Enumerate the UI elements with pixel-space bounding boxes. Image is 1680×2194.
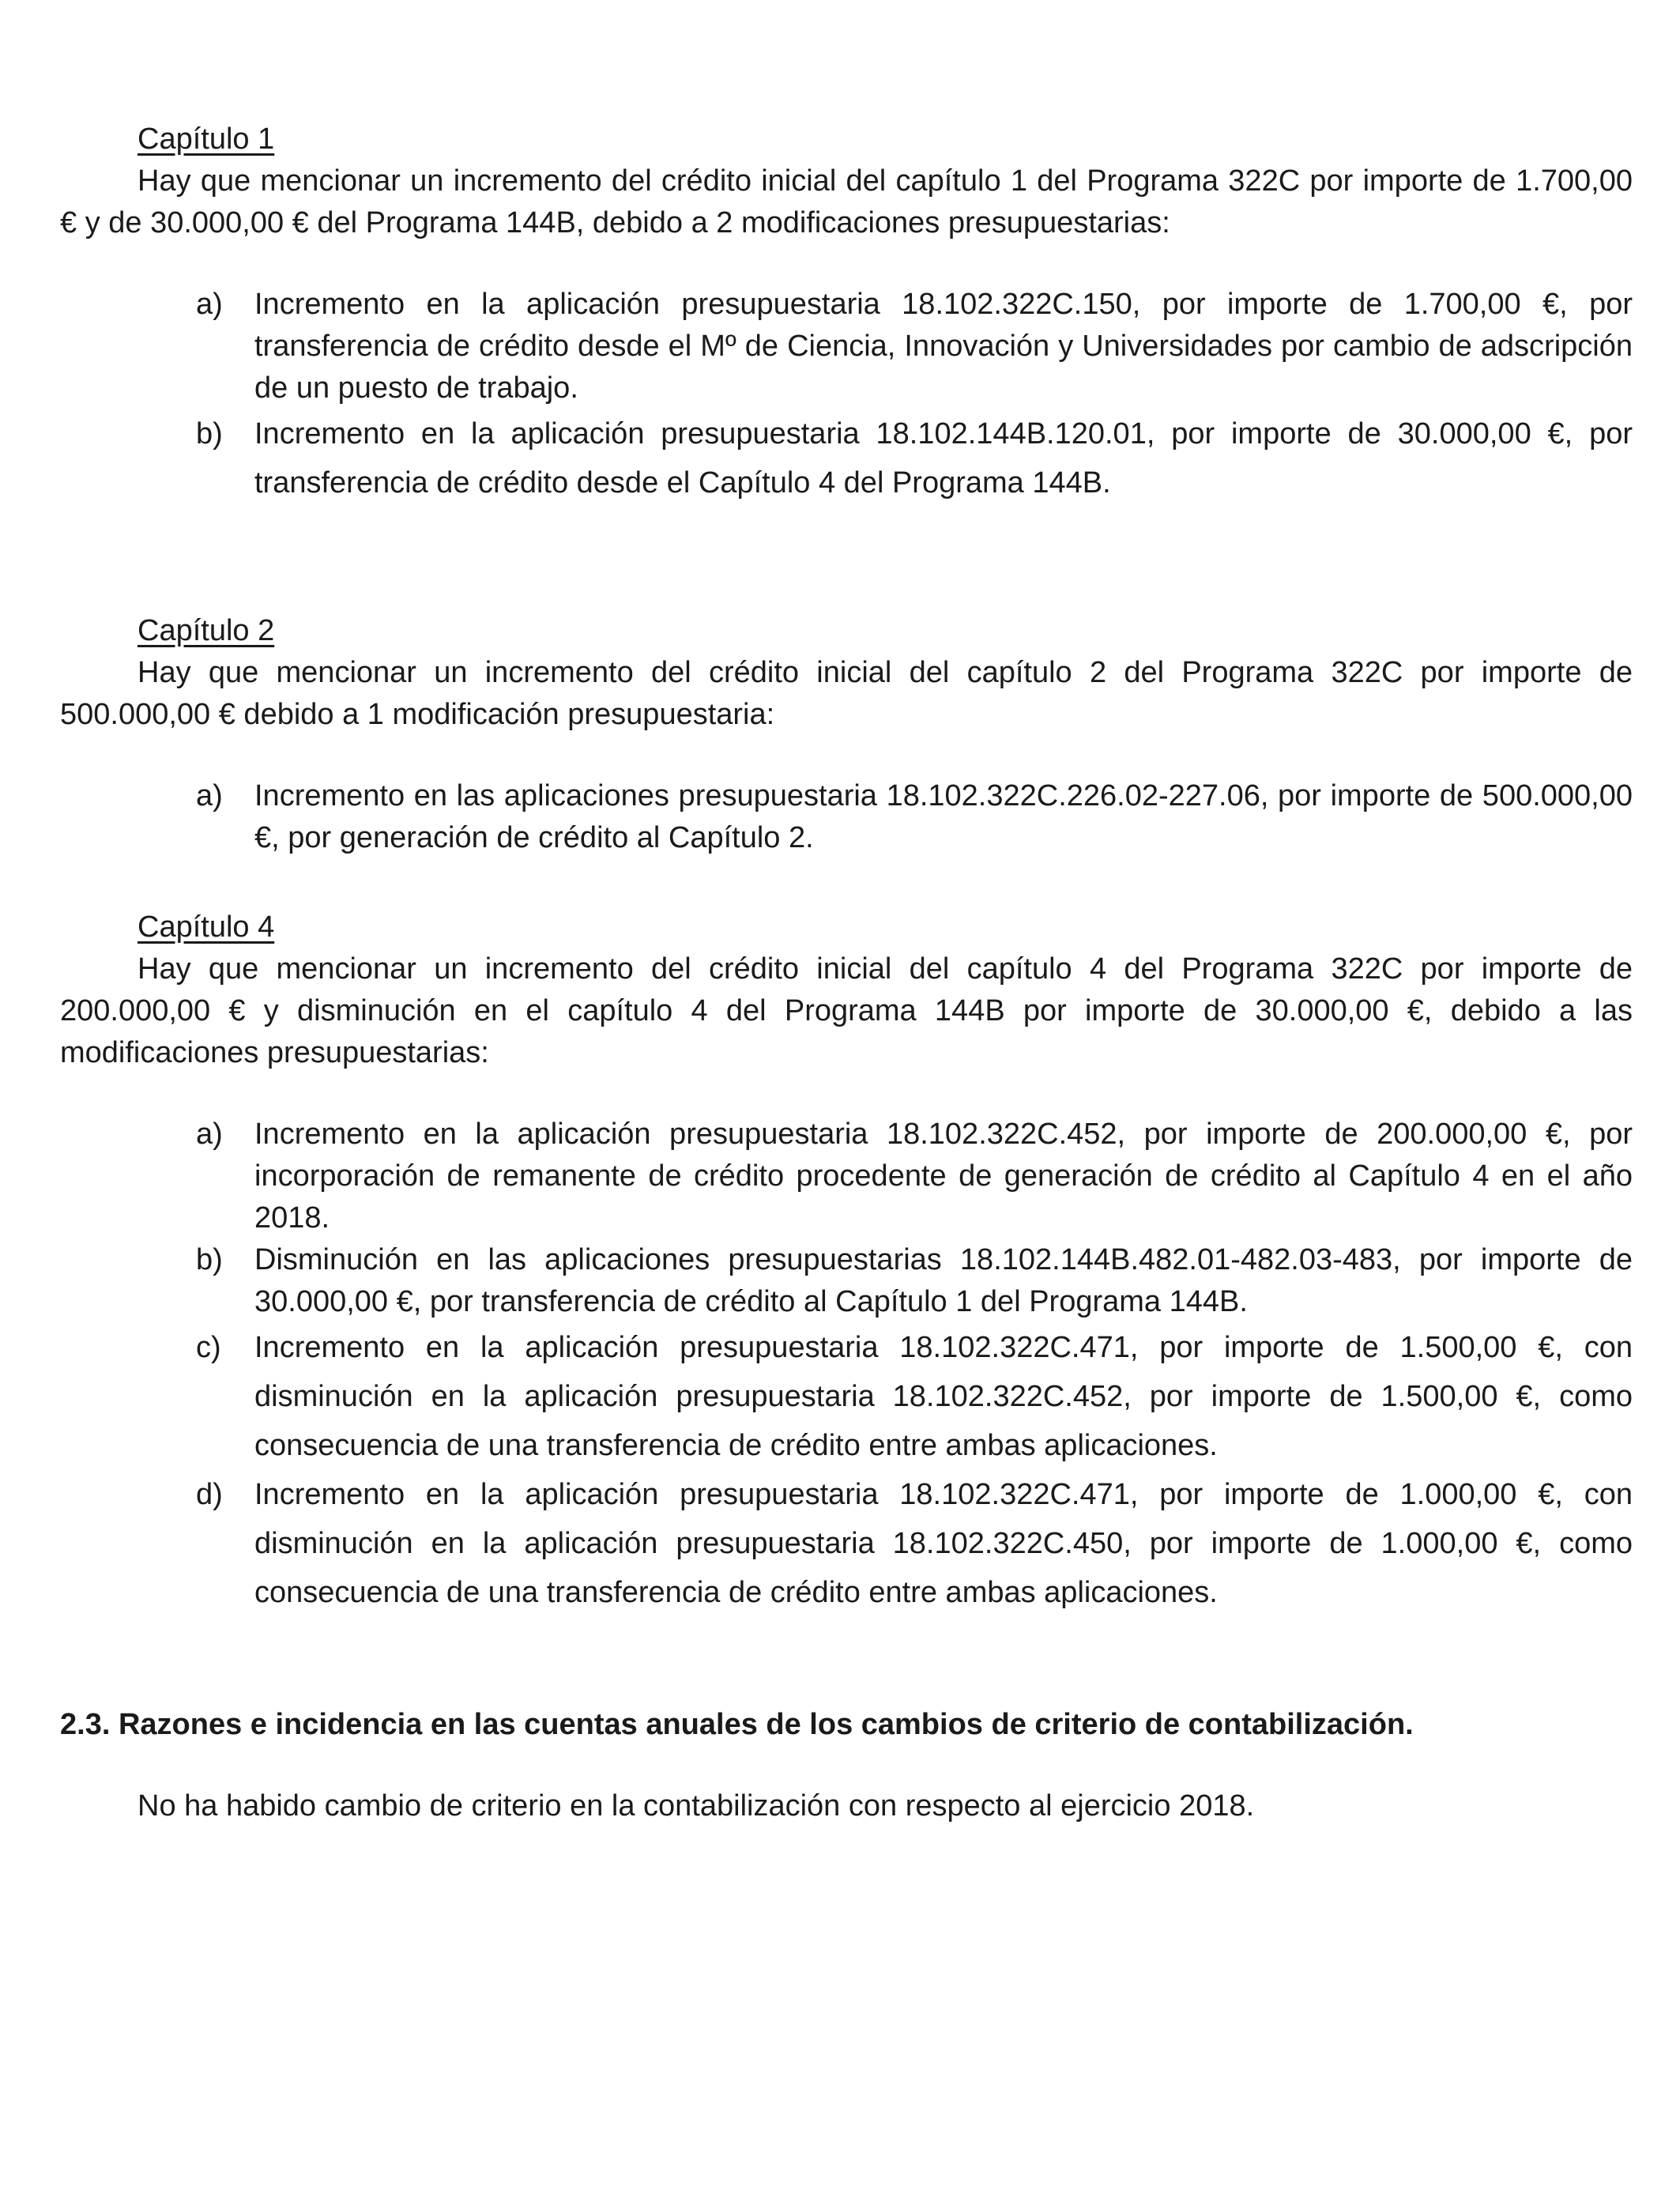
list-item-text: Incremento en la aplicación presupuestaria 18.102.322C.471, por importe de 1.500,00 €, con disminución en la aplicación presupuestaria 18.102.322C.452, por importe de 1.500,00 €, como consecuencia de una transferencia de crédito entre ambas aplicaciones. [254, 1331, 1633, 1462]
list-item [60, 409, 1633, 507]
list-item-text: Incremento en la aplicación presupuestaria 18.102.322C.150, por importe de 1.700,00 €, por transferencia de crédito desde el Mº de Ciencia, Innovación y Universidades por cambio de adscripción de un puesto de trabajo. [254, 288, 1633, 405]
list-marker: c) [196, 1331, 221, 1364]
list-marker: a) [196, 288, 223, 321]
list-marker: b) [196, 1243, 223, 1276]
chapter-4-title: Capítulo 4 [137, 910, 275, 944]
list-item [60, 1239, 1633, 1323]
chapter-4-intro: Hay que mencionar un incremento del crédito inicial del capítulo 4 del Programa 322C por importe de 200.000,00 € y disminución en el capítulo 4 del Programa 144B por importe de 30.000,00 €, debido a las modificaciones presupuestarias: [60, 952, 1633, 1069]
chapter-1-intro: Hay que mencionar un incremento del crédito inicial del capítulo 1 del Programa 322C por importe de 1.700,00 € y de 30.000,00 € del Programa 144B, debido a 2 modificaciones presupuestarias: [60, 164, 1633, 239]
chapter-2-section [60, 610, 1633, 859]
chapter-2-title: Capítulo 2 [137, 614, 275, 647]
list-marker: d) [196, 1478, 223, 1511]
section-2-3 [60, 1704, 1633, 1827]
chapter-1-title: Capítulo 1 [137, 123, 275, 156]
section-2-3-heading: 2.3. Razones e incidencia en las cuentas anuales de los cambios de criterio de contabilización. [60, 1708, 1414, 1741]
list-item [60, 775, 1633, 859]
chapter-4-list [60, 1114, 1633, 1617]
section-2-3-text: No ha habido cambio de criterio en la contabilización con respecto al ejercicio 2018. [137, 1789, 1255, 1823]
list-item [60, 284, 1633, 409]
document-page [60, 119, 1633, 1827]
chapter-1-list [60, 284, 1633, 507]
chapter-2-list [60, 775, 1633, 859]
list-marker: a) [196, 779, 223, 812]
chapter-2-intro: Hay que mencionar un incremento del crédito inicial del capítulo 2 del Programa 322C por importe de 500.000,00 € debido a 1 modificación presupuestaria: [60, 656, 1633, 731]
chapter-4-section [60, 907, 1633, 1617]
list-item [60, 1114, 1633, 1239]
list-item [60, 1470, 1633, 1617]
list-item-text: Incremento en las aplicaciones presupuestaria 18.102.322C.226.02-227.06, por importe de 500.000,00 €, por generación de crédito al Capítulo 2. [254, 779, 1633, 854]
list-item [60, 1323, 1633, 1470]
list-item-text: Disminución en las aplicaciones presupuestarias 18.102.144B.482.01-482.03-483, por importe de 30.000,00 €, por transferencia de crédito al Capítulo 1 del Programa 144B. [254, 1243, 1633, 1318]
list-item-text: Incremento en la aplicación presupuestaria 18.102.322C.452, por importe de 200.000,00 €, por incorporación de remanente de crédito procedente de generación de crédito al Capítulo 4 en el año 2018. [254, 1118, 1633, 1235]
list-item-text: Incremento en la aplicación presupuestaria 18.102.322C.471, por importe de 1.000,00 €, con disminución en la aplicación presupuestaria 18.102.322C.450, por importe de 1.000,00 €, como consecuencia de una transferencia de crédito entre ambas aplicaciones. [254, 1478, 1633, 1609]
list-marker: a) [196, 1118, 223, 1151]
list-item-text: Incremento en la aplicación presupuestaria 18.102.144B.120.01, por importe de 30.000,00 €, por transferencia de crédito desde el Capítulo 4 del Programa 144B. [254, 417, 1633, 499]
chapter-1-section [60, 119, 1633, 507]
list-marker: b) [196, 417, 223, 450]
